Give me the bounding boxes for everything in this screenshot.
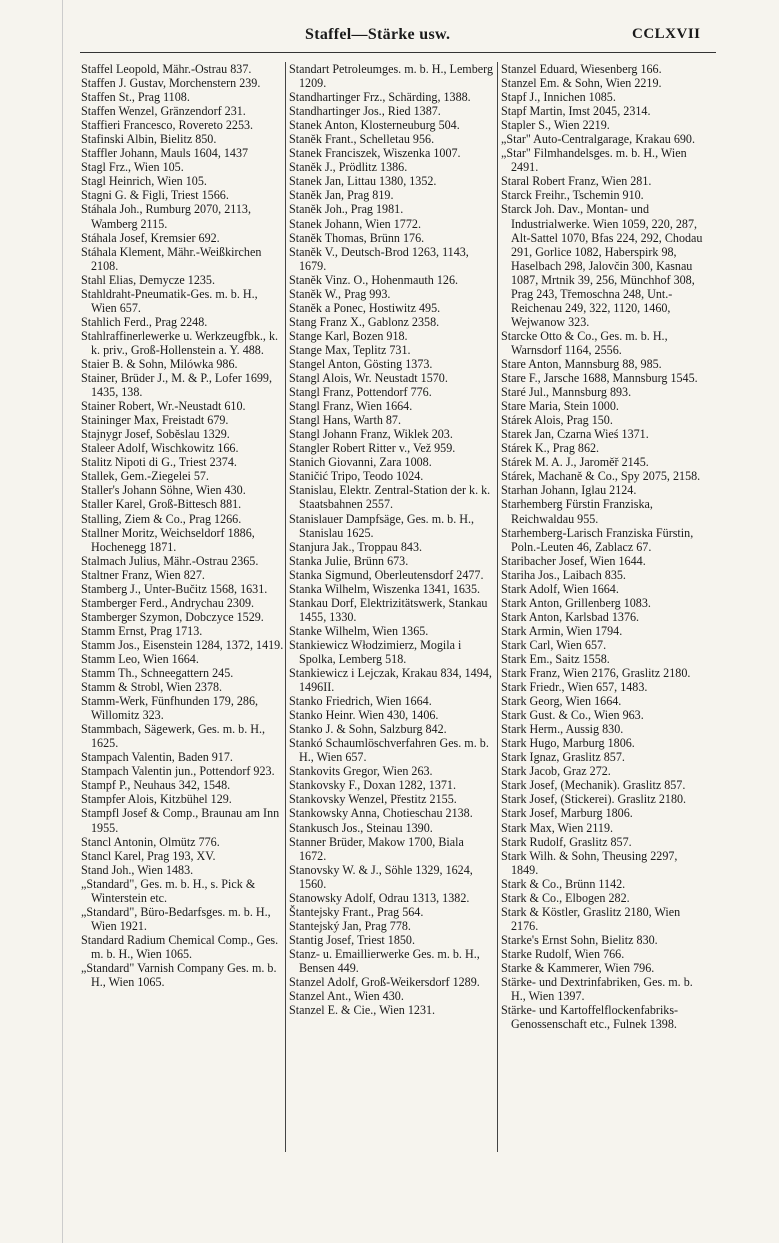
directory-entry: Stajnygr Josef, Soběslau 1329.	[81, 427, 230, 442]
directory-entry: Stärke- und Dextrinfabriken, Ges. m. b. H., Wien 1397.	[501, 975, 693, 1004]
directory-entry: Stalitz Nipoti di G., Triest 2374.	[81, 455, 237, 470]
directory-entry: Stärke- und Kartoffelflockenfabriks-Genossenschaft etc., Fulnek 1398.	[501, 1003, 679, 1032]
column-2	[289, 62, 494, 1017]
directory-entry: Stanzel Ant., Wien 430.	[289, 989, 404, 1004]
directory-entry: Staribacher Josef, Wien 1644.	[501, 553, 646, 568]
directory-entry: „Standard", Büro-Bedarfsges. m. b. H., Wien 1921.	[81, 904, 271, 933]
directory-entry: Stárek Alois, Prag 150.	[501, 413, 613, 428]
directory-entry: Stark Carl, Wien 657.	[501, 637, 607, 652]
directory-entry: Staffen St., Prag 1108.	[81, 90, 190, 105]
directory-entry: Stancl Antonin, Olmütz 776.	[81, 834, 220, 849]
directory-entry: Stare F., Jarsche 1688, Mannsburg 1545.	[501, 371, 698, 386]
directory-entry: Staněk a Ponec, Hostiwitz 495.	[289, 300, 441, 315]
directory-entry: Stanzel Adolf, Groß-Weikersdorf 1289.	[289, 975, 480, 990]
directory-entry: Stare Anton, Mannsburg 88, 985.	[501, 356, 662, 371]
directory-entry: Stark Em., Saitz 1558.	[501, 651, 610, 666]
directory-entry: Stárek M. A. J., Jaroměř 2145.	[501, 455, 649, 470]
directory-entry: Staffieri Francesco, Rovereto 2253.	[81, 118, 254, 133]
directory-entry: Stanek Jan, Littau 1380, 1352.	[289, 174, 437, 189]
directory-entry: Stariha Jos., Laibach 835.	[501, 567, 626, 582]
directory-entry: Staffen Wenzel, Gränzendorf 231.	[81, 104, 246, 119]
directory-entry: Stanzel E. & Cie., Wien 1231.	[289, 1003, 436, 1018]
directory-entry: Staněk Vinz. O., Hohenmauth 126.	[289, 272, 459, 287]
directory-entry: Staffen J. Gustav, Morchenstern 239.	[81, 76, 261, 91]
directory-entry: Staffel Leopold, Mähr.-Ostrau 837.	[81, 62, 252, 76]
directory-entry: Starhemberg-Larisch Franziska Fürstin, Poln.-Leuten 46, Zablacz 67.	[501, 525, 694, 554]
directory-entry: Stanka Sigmund, Oberleutensdorf 2477.	[289, 567, 484, 582]
directory-entry: Staltner Franz, Wien 827.	[81, 567, 205, 582]
directory-entry: Stankovits Gregor, Wien 263.	[289, 764, 433, 779]
directory-entry: Stankiewicz i Lejczak, Krakau 834, 1494, 1496II.	[289, 666, 492, 695]
directory-entry: Stagl Heinrich, Wien 105.	[81, 174, 207, 189]
directory-entry: Stanz- u. Emaillierwerke Ges. m. b. H., Bensen 449.	[289, 946, 480, 975]
directory-entry: Stamm Jos., Eisenstein 1284, 1372, 1419.	[81, 637, 284, 652]
directory-entry: „Standard", Ges. m. b. H., s. Pick & Winterstein etc.	[81, 876, 256, 905]
directory-entry: Stark Armin, Wien 1794.	[501, 623, 623, 638]
directory-entry: Stahlich Ferd., Prag 2248.	[81, 314, 208, 329]
directory-entry: Stark Friedr., Wien 657, 1483.	[501, 680, 648, 695]
directory-entry: Starke & Kammerer, Wien 796.	[501, 961, 655, 975]
directory-entry: Stanzel Em. & Sohn, Wien 2219.	[501, 76, 662, 91]
directory-entry: Stanzel Eduard, Wiesenberg 166.	[501, 62, 662, 76]
directory-entry: Stankowsky Anna, Chotieschau 2138.	[289, 806, 473, 821]
directory-entry: Stark Wilh. & Sohn, Theusing 2297, 1849.	[501, 848, 678, 877]
directory-entry: Stahl Elias, Demycze 1235.	[81, 272, 216, 287]
directory-entry: Stáhala Joh., Rumburg 2070, 2113, Wamberg 2115.	[81, 202, 251, 231]
directory-entry: Staněk Joh., Prag 1981.	[289, 202, 404, 217]
directory-entry: Starck Joh. Dav., Montan- und Industrialwerke. Wien 1059, 220, 287, Alt-Sattel 1070, Bfas 224, 292, Chodau 291, Gorlice 1082, Haberspirk 98, Haselbach 298, Jalovčin 300, Kasnau 1087, Mrtnik 39, 256, Münchhof 308, Prag 243, Třemoschna 248, Unt.-Reichenau 249, 322, 1120, 1460, Wejwanow 323.	[501, 202, 703, 329]
directory-entry: Staller's Johann Söhne, Wien 430.	[81, 483, 246, 498]
directory-entry: Stamm & Strobl, Wien 2378.	[81, 680, 223, 695]
directory-entry: Stagni G. & Figli, Triest 1566.	[81, 188, 229, 203]
directory-entry: Stark Josef, Marburg 1806.	[501, 806, 633, 821]
directory-entry: Stankovsky F., Doxan 1282, 1371.	[289, 778, 457, 793]
directory-entry: Stahlraffinerlewerke u. Werkzeugfbk., k. k. priv., Groß-Hollenstein a. Y. 488.	[81, 328, 279, 357]
directory-entry: Stang Franz X., Gablonz 2358.	[289, 314, 440, 329]
directory-entry: Starhemberg Fürstin Franziska, Reichwaldau 955.	[501, 497, 653, 526]
directory-entry: Stanek Johann, Wien 1772.	[289, 216, 421, 231]
directory-entry: Stamm-Werk, Fünfhunden 179, 286, Willomitz 323.	[81, 694, 259, 723]
column-1	[81, 62, 286, 989]
directory-entry: Stallek, Gem.-Ziegelei 57.	[81, 469, 209, 484]
directory-entry: Stangel Anton, Gösting 1373.	[289, 356, 433, 371]
directory-entry: Stapler S., Wien 2219.	[501, 118, 610, 133]
directory-entry: Stankiewicz Włodzimierz, Mogila i Spolka, Lemberg 518.	[289, 637, 462, 666]
directory-entry: Stanek Franciszek, Wiszenka 1007.	[289, 146, 461, 161]
directory-entry: Stapf Martin, Imst 2045, 2314.	[501, 104, 651, 119]
directory-entry: Stamm Leo, Wien 1664.	[81, 651, 199, 666]
directory-entry: Stark Gust. & Co., Wien 963.	[501, 708, 644, 723]
directory-entry: Standhartinger Jos., Ried 1387.	[289, 104, 441, 119]
directory-entry: Starke Rudolf, Wien 766.	[501, 946, 625, 961]
directory-entry: Staininger Max, Freistadt 679.	[81, 413, 229, 428]
directory-entry: Stapf J., Innichen 1085.	[501, 90, 616, 105]
directory-entry: Staffler Johann, Mauls 1604, 1437	[81, 146, 249, 161]
directory-entry: Starek Jan, Czarna Wieś 1371.	[501, 427, 649, 442]
directory-entry: Stark Max, Wien 2119.	[501, 820, 614, 835]
directory-entry: Stainer, Brüder J., M. & P., Lofer 1699, 1435, 138.	[81, 371, 272, 400]
directory-entry: Starcke Otto & Co., Ges. m. b. H., Warnsdorf 1164, 2556.	[501, 328, 668, 357]
directory-entry: Stárek K., Prag 862.	[501, 441, 600, 456]
directory-entry: Stanko J. & Sohn, Salzburg 842.	[289, 722, 447, 737]
directory-entry: Stáhala Klement, Mähr.-Weißkirchen 2108.	[81, 244, 262, 273]
directory-entry: Stárek, Machaně & Co., Spy 2075, 2158.	[501, 469, 701, 484]
directory-entry: Stark Herm., Aussig 830.	[501, 722, 624, 737]
directory-entry: Stark Anton, Grillenberg 1083.	[501, 595, 651, 610]
directory-entry: Staněk Thomas, Brünn 176.	[289, 230, 425, 245]
directory-entry: Stangl Johann Franz, Wiklek 203.	[289, 427, 453, 442]
directory-entry: Stamm Ernst, Prag 1713.	[81, 623, 203, 638]
directory-entry: Stankó Schaumlöschverfahren Ges. m. b. H., Wien 657.	[289, 736, 489, 765]
directory-entry: Stanek Anton, Klosterneuburg 504.	[289, 118, 460, 133]
directory-entry: Stand Joh., Wien 1483.	[81, 862, 194, 877]
directory-entry: Štantejsky Frant., Prag 564.	[289, 904, 424, 919]
directory-entry: Stark & Co., Brünn 1142.	[501, 876, 626, 891]
directory-entry: Staněk V., Deutsch-Brod 1263, 1143, 1679.	[289, 244, 469, 273]
directory-entry: Staral Robert Franz, Wien 281.	[501, 174, 652, 189]
directory-entry: Stark & Köstler, Graslitz 2180, Wien 2176.	[501, 904, 681, 933]
directory-entry: Stainer Robert, Wr.-Neustadt 610.	[81, 399, 246, 414]
directory-entry: „Star" Filmhandelsges. m. b. H., Wien 2491.	[501, 146, 687, 175]
directory-entry: Stanko Heinr. Wien 430, 1406.	[289, 708, 439, 723]
directory-entry: Stanko Friedrich, Wien 1664.	[289, 694, 432, 709]
directory-entry: Stark Ignaz, Graslitz 857.	[501, 750, 625, 765]
directory-entry: Stark Rudolf, Graslitz 857.	[501, 834, 632, 849]
directory-entry: Stark & Co., Elbogen 282.	[501, 890, 630, 905]
directory-entry: Stark Georg, Wien 1664.	[501, 694, 622, 709]
directory-entry: Standart Petroleumges. m. b. H., Lemberg 1209.	[289, 62, 493, 91]
column-3	[501, 62, 706, 1031]
directory-entry: Stangl Alois, Wr. Neustadt 1570.	[289, 371, 448, 386]
directory-entry: Stark Josef, (Mechanik). Graslitz 857.	[501, 778, 686, 793]
directory-entry: Stankusch Jos., Steinau 1390.	[289, 820, 433, 835]
directory-entry: Stahldraht-Pneumatik-Ges. m. b. H., Wien 657.	[81, 286, 258, 315]
directory-entry: Stangl Franz, Wien 1664.	[289, 399, 413, 414]
directory-entry: Stallner Moritz, Weichseldorf 1886, Hochenegg 1871.	[81, 525, 255, 554]
directory-entry: Standhartinger Frz., Schärding, 1388.	[289, 90, 471, 105]
directory-entry: Stammbach, Sägewerk, Ges. m. b. H., 1625.	[81, 722, 266, 751]
directory-entry: Stáhala Josef, Kremsier 692.	[81, 230, 220, 245]
directory-entry: Stamberg J., Unter-Bučitz 1568, 1631.	[81, 581, 268, 596]
directory-entry: Staněk W., Prag 993.	[289, 286, 391, 301]
directory-entry: Staněk J., Prödlitz 1386.	[289, 160, 408, 175]
directory-entry: Stampf P., Neuhaus 342, 1548.	[81, 778, 231, 793]
directory-entry: Stantig Josef, Triest 1850.	[289, 932, 415, 947]
directory-entry: Staněk Frant., Schelletau 956.	[289, 132, 435, 147]
directory-entry: Stark Franz, Wien 2176, Graslitz 2180.	[501, 666, 691, 681]
directory-entry: Staré Jul., Mannsburg 893.	[501, 385, 632, 400]
page-left-edge	[62, 0, 63, 1243]
directory-entry: Stagl Frz., Wien 105.	[81, 160, 184, 175]
directory-entry: Stampach Valentin, Baden 917.	[81, 750, 233, 765]
directory-entry: Stanke Wilhelm, Wien 1365.	[289, 623, 429, 638]
directory-entry: Stanovsky W. & J., Söhle 1329, 1624, 1560.	[289, 862, 473, 891]
directory-entry: Staier B. & Sohn, Milówka 986.	[81, 356, 238, 371]
column-divider-2	[497, 62, 498, 1152]
directory-entry: Stankovsky Wenzel, Přestitz 2155.	[289, 792, 457, 807]
directory-entry: Stange Max, Teplitz 731.	[289, 342, 411, 357]
directory-entry: Stark Hugo, Marburg 1806.	[501, 736, 635, 751]
directory-entry: Stark Jacob, Graz 272.	[501, 764, 611, 779]
directory-entry: Stamm Th., Schneegattern 245.	[81, 666, 234, 681]
directory-entry: Stangl Hans, Warth 87.	[289, 413, 402, 428]
column-divider-1	[285, 62, 286, 1152]
directory-entry: Staničić Tripo, Teodo 1024.	[289, 469, 424, 484]
directory-entry: Stark Adolf, Wien 1664.	[501, 581, 619, 596]
running-title: Staffel—Stärke usw.	[305, 26, 451, 43]
directory-entry: „Standard" Varnish Company Ges. m. b. H., Wien 1065.	[81, 961, 277, 990]
directory-entry: Stamberger Szymon, Dobczyce 1529.	[81, 609, 264, 624]
directory-entry: Starck Freihr., Tschemin 910.	[501, 188, 644, 203]
directory-entry: Stanislau, Elektr. Zentral-Station der k. k. Staatsbahnen 2557.	[289, 483, 491, 512]
directory-entry: Stamberger Ferd., Andrychau 2309.	[81, 595, 255, 610]
directory-entry: „Star" Auto-Centralgarage, Krakau 690.	[501, 132, 696, 147]
directory-entry: Stare Maria, Stein 1000.	[501, 399, 619, 414]
directory-entry: Stangler Robert Ritter v., Vež 959.	[289, 441, 456, 456]
directory-entry: Stark Josef, (Stickerei). Graslitz 2180.	[501, 792, 687, 807]
directory-entry: Stark Anton, Karlsbad 1376.	[501, 609, 640, 624]
directory-entry: Starhan Johann, Iglau 2124.	[501, 483, 637, 498]
header-rule	[80, 52, 716, 53]
directory-entry: Staleer Adolf, Wischkowitz 166.	[81, 441, 239, 456]
directory-entry: Stampach Valentin jun., Pottendorf 923.	[81, 764, 275, 779]
directory-entry: Stanka Julie, Brünn 673.	[289, 553, 409, 568]
directory-entry: Stanjura Jak., Troppau 843.	[289, 539, 423, 554]
directory-entry: Stancl Karel, Prag 193, XV.	[81, 848, 216, 863]
directory-entry: Staněk Jan, Prag 819.	[289, 188, 394, 203]
directory-entry: Stafinski Albin, Bielitz 850.	[81, 132, 217, 147]
directory-entry: Stampfer Alois, Kitzbühel 129.	[81, 792, 232, 807]
directory-entry: Stanislauer Dampfsäge, Ges. m. b. H., Stanislau 1625.	[289, 511, 475, 540]
directory-entry: Stampfl Josef & Comp., Braunau am Inn 1955.	[81, 806, 280, 835]
directory-entry: Stanowsky Adolf, Odrau 1313, 1382.	[289, 890, 470, 905]
directory-entry: Starke's Ernst Sohn, Bielitz 830.	[501, 932, 658, 947]
directory-entry: Stanich Giovanni, Zara 1008.	[289, 455, 432, 470]
directory-entry: Staller Karel, Groß-Bittesch 881.	[81, 497, 242, 512]
directory-entry: Stange Karl, Bozen 918.	[289, 328, 408, 343]
page-number: CCLXVII	[632, 26, 701, 42]
directory-entry: Stangl Franz, Pottendorf 776.	[289, 385, 432, 400]
directory-entry: Stanner Brüder, Makow 1700, Biala 1672.	[289, 834, 464, 863]
directory-entry: Stanka Wilhelm, Wiszenka 1341, 1635.	[289, 581, 481, 596]
directory-entry: Stantejský Jan, Prag 778.	[289, 918, 411, 933]
directory-entry: Stalmach Julius, Mähr.-Ostrau 2365.	[81, 553, 259, 568]
directory-entry: Standard Radium Chemical Comp., Ges. m. b. H., Wien 1065.	[81, 932, 279, 961]
page-header	[0, 0, 779, 44]
directory-entry: Stankau Dorf, Elektrizitätswerk, Stankau 1455, 1330.	[289, 595, 488, 624]
directory-entry: Stalling, Ziem & Co., Prag 1266.	[81, 511, 242, 526]
